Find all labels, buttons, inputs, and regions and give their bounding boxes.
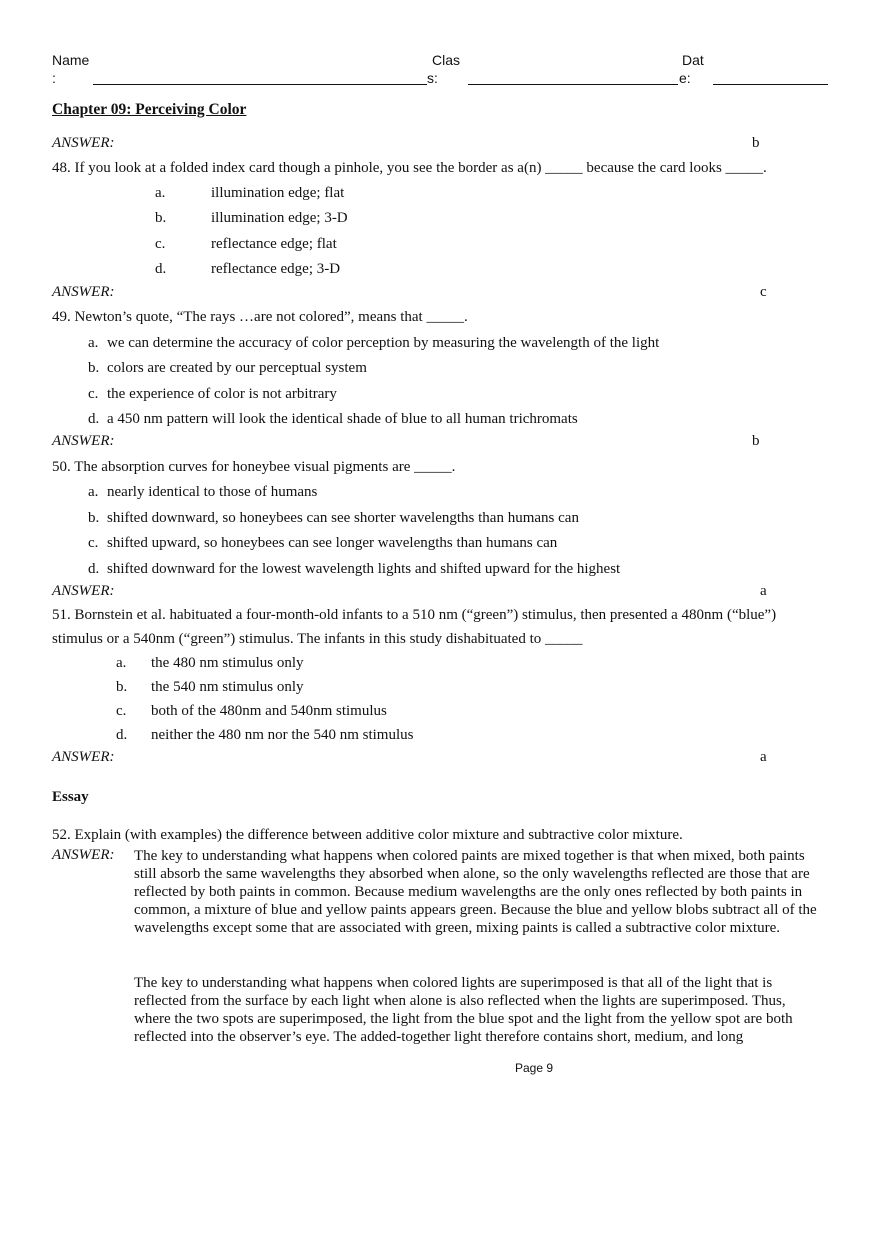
answer-value: a: [760, 583, 767, 599]
essay-answer-paragraph-2: The key to understanding what happens when colored lights are superimposed is that all of the light that is reflected from the surface by each light when alone is also reflected when the lights are superimposed. Thus, where the two spots are superimposed, the light from the blue spot and the light from the yellow spot are both reflected into the observer’s eye. The added-together light therefore contains short, medium, and long: [134, 975, 793, 1046]
answer-value: b: [752, 433, 760, 449]
option-letter: a.: [116, 655, 127, 671]
option-text: nearly identical to those of humans: [107, 484, 318, 500]
class-label: Clas: [432, 52, 461, 68]
option-text: shifted downward, so honeybees can see shorter wavelengths than humans can: [107, 510, 579, 526]
answer-value: c: [760, 284, 767, 300]
option-letter: c.: [88, 386, 99, 402]
class-colon: s:: [427, 70, 438, 86]
answer-label: ANSWER:: [52, 847, 115, 863]
option-letter: a.: [88, 484, 99, 500]
answer-label: ANSWER:: [52, 284, 115, 300]
option-letter: d.: [88, 561, 100, 577]
chapter-title: Chapter 09: Perceiving Color: [52, 101, 247, 118]
answer-value: b: [752, 135, 760, 151]
answer-label: ANSWER:: [52, 433, 115, 449]
essay-question: 52. Explain (with examples) the difference between additive color mixture and subtractive color mixture.: [52, 827, 683, 843]
question-stem: 51. Bornstein et al. habituated a four-month-old infants to a 510 nm (“green”) stimulus, then presented a 480nm (“blue”): [52, 607, 777, 623]
option-text: shifted downward for the lowest wavelength lights and shifted upward for the highest: [107, 561, 621, 577]
option-text: reflectance edge; flat: [211, 236, 337, 252]
date-field-line: [713, 84, 828, 85]
answer-value: a: [760, 749, 767, 765]
option-text: neither the 480 nm nor the 540 nm stimulus: [151, 727, 414, 743]
option-letter: d.: [116, 727, 128, 743]
option-text: the experience of color is not arbitrary: [107, 386, 337, 402]
option-text: the 480 nm stimulus only: [151, 655, 304, 671]
answer-label: ANSWER:: [52, 749, 115, 765]
page-number: Page 9: [515, 1061, 554, 1075]
option-text: illumination edge; 3-D: [211, 210, 348, 226]
option-letter: a.: [155, 185, 166, 201]
option-text: we can determine the accuracy of color perception by measuring the wavelength of the light: [107, 335, 660, 351]
option-text: shifted upward, so honeybees can see longer wavelengths than humans can: [107, 535, 558, 551]
option-letter: b.: [116, 679, 128, 695]
option-text: colors are created by our perceptual system: [107, 360, 367, 376]
answer-label: ANSWER:: [52, 135, 115, 151]
essay-heading: Essay: [52, 789, 89, 805]
option-letter: b.: [88, 360, 100, 376]
name-colon: :: [52, 70, 56, 86]
option-text: a 450 nm pattern will look the identical shade of blue to all human trichromats: [107, 411, 578, 427]
option-text: both of the 480nm and 540nm stimulus: [151, 703, 387, 719]
question-stem: 50. The absorption curves for honeybee visual pigments are _____.: [52, 459, 456, 475]
essay-answer-paragraph-1: The key to understanding what happens when colored paints are mixed together is that when mixed, both paints still absorb the same wavelengths they absorbed when alone, so the only wavelengths reflected are those that are reflected by both paints in common. Because medium wavelengths are the only ones reflected by both paints in common, a mixture of blue and yellow paints appears green. Because the blue and yellow blobs subtract all of the wavelengths except some that are associated with green, mixing paints is called a subtractive color mixture.: [134, 848, 817, 937]
name-field-line: [93, 84, 427, 85]
option-letter: b.: [88, 510, 100, 526]
option-letter: d.: [88, 411, 100, 427]
answer-label: ANSWER:: [52, 583, 115, 599]
option-letter: c.: [155, 236, 166, 252]
date-label: Dat: [682, 52, 704, 68]
option-letter: c.: [116, 703, 127, 719]
option-letter: b.: [155, 210, 167, 226]
date-colon: e:: [679, 70, 691, 86]
option-letter: c.: [88, 535, 99, 551]
question-stem: 48. If you look at a folded index card though a pinhole, you see the border as a(n) _____ because the card looks _____.: [52, 160, 767, 176]
question-stem-continued: stimulus or a 540nm (“green”) stimulus. The infants in this study dishabituated to _____: [52, 631, 583, 647]
option-letter: a.: [88, 335, 99, 351]
option-text: reflectance edge; 3-D: [211, 261, 341, 277]
question-stem: 49. Newton’s quote, “The rays …are not colored”, means that _____.: [52, 309, 468, 325]
option-text: illumination edge; flat: [211, 185, 345, 201]
class-field-line: [468, 84, 678, 85]
option-letter: d.: [155, 261, 167, 277]
name-label: Name: [52, 52, 90, 68]
option-text: the 540 nm stimulus only: [151, 679, 304, 695]
